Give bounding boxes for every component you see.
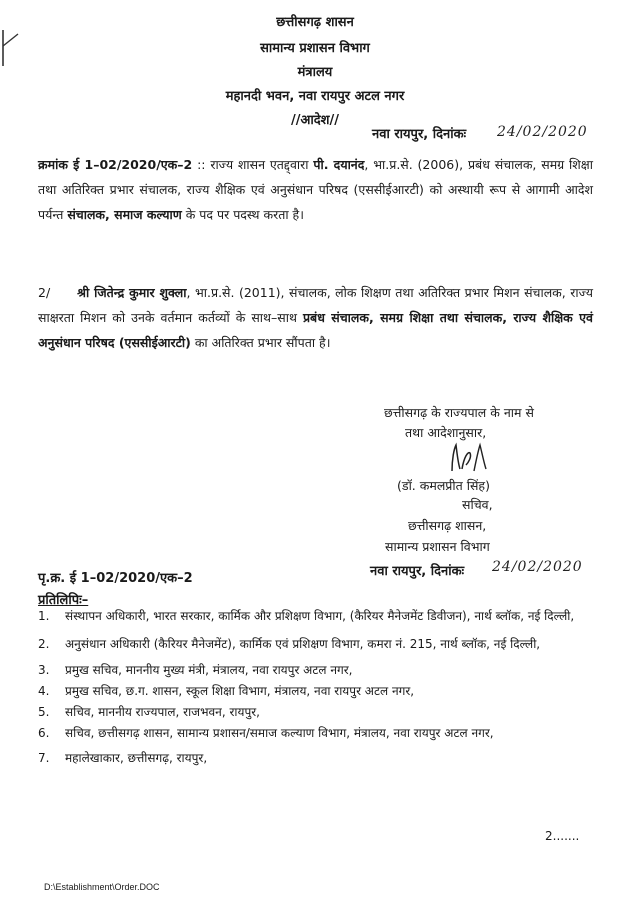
issue-place-label: नवा रायपुर, दिनांकः <box>372 127 467 142</box>
new-post-1: संचालक, समाज कल्याण <box>67 207 182 222</box>
order-reference: क्रमांक ई 1–02/2020/एक–2 <box>38 157 193 172</box>
officer-name-1: पी. दयानंद <box>313 157 365 172</box>
next-page-indicator: 2....... <box>545 829 580 843</box>
list-item-number: 5. <box>38 705 50 719</box>
list-item-text: प्रमुख सचिव, छ.ग. शासन, स्कूल शिक्षा विभाग, मंत्रालय, नवा रायपुर अटल नगर, <box>65 684 415 698</box>
order-paragraph-1 <box>38 152 593 227</box>
list-item-number: 2. <box>38 637 50 651</box>
endorsement-date-handwritten: 24/02/2020 <box>492 559 583 575</box>
copy-recipient-list <box>38 606 593 769</box>
p2-text-b: का अतिरिक्त प्रभार सौंपता है। <box>190 335 331 350</box>
list-item-number: 6. <box>38 726 50 740</box>
list-item-text: महालेखाकार, छत्तीसगढ़, रायपुर, <box>65 751 208 765</box>
p2-text-a: , भा.प्र.से. (2011), संचालक, लोक शिक्षण तथा अतिरिक्त प्रभार मिशन संचालक, राज्य साक्षरता मिशन को उनके वर्तमान कर्तव्यों के साथ–साथ <box>38 285 593 325</box>
list-item <box>38 660 593 681</box>
file-path: D:\Establishment\Order.DOC <box>44 882 160 892</box>
list-item <box>38 723 593 744</box>
list-item-text: प्रमुख सचिव, माननीय मुख्य मंत्री, मंत्रालय, नवा रायपुर अटल नगर, <box>65 663 353 677</box>
signatory-government: छत्तीसगढ़ शासन, <box>408 518 487 533</box>
list-item-text: संस्थापन अधिकारी, भारत सरकार, कार्मिक और प्रशिक्षण विभाग, (कैरियर मैनेजमेंट डिवीजन), नार्थ ब्लॉक, नई दिल्ली, <box>65 609 575 623</box>
p1-text-c: के पद पर पदस्थ करता है। <box>181 207 304 222</box>
p1-text-a: :: राज्य शासन एतद्द्वारा <box>192 157 314 172</box>
list-item <box>38 634 593 655</box>
list-item-text: अनुसंधान अधिकारी (कैरियर मैनेजमेंट), कार्मिक एवं प्रशिक्षण विभाग, कमरा नं. 215, नार्थ ब्लॉक, नई दिल्ली, <box>65 637 541 651</box>
issue-date-handwritten: 24/02/2020 <box>497 124 588 140</box>
additional-charge-post: प्रबंध संचालक, समग्र शिक्षा तथा संचालक, राज्य शैक्षिक एवं अनुसंधान परिषद (एससीईआरटी) <box>38 310 593 350</box>
list-item-text: सचिव, माननीय राज्यपाल, राजभवन, रायपुर, <box>65 705 260 719</box>
signatory-designation: सचिव, <box>462 497 493 512</box>
paragraph-number: 2/ <box>38 285 51 300</box>
list-item <box>38 681 593 702</box>
list-item-number: 3. <box>38 663 50 677</box>
header-government: छत्तीसगढ़ शासन <box>276 15 354 30</box>
header-ministry: मंत्रालय <box>297 65 333 80</box>
endorsement-place-label: नवा रायपुर, दिनांकः <box>370 564 465 579</box>
p1-text-b: , भा.प्र.से. (2006), प्रबंध संचालक, समग्र शिक्षा तथा अतिरिक्त प्रभार संचालक, राज्य शैक्षिक एवं अनुसंधान परिषद (एससीईआरटी) को अस्थायी रूप से आगामी आदेश पर्यन्त <box>38 157 593 222</box>
signature-scribble-icon <box>446 441 490 475</box>
copy-to-heading: प्रतिलिपिः– <box>38 593 89 608</box>
endorsement-reference: पृ.क्र. ई 1–02/2020/एक–2 <box>38 571 193 586</box>
signature-authority-line-2: तथा आदेशानुसार, <box>405 425 487 440</box>
signature-authority-line-1: छत्तीसगढ़ के राज्यपाल के नाम से <box>384 405 534 420</box>
order-title: //आदेश// <box>290 113 340 128</box>
list-item-text: सचिव, छत्तीसगढ़ शासन, सामान्य प्रशासन/समाज कल्याण विभाग, मंत्रालय, नवा रायपुर अटल नगर, <box>65 726 494 740</box>
list-item <box>38 606 593 627</box>
list-item-number: 4. <box>38 684 50 698</box>
order-paragraph-2 <box>38 280 593 355</box>
header-address: महानदी भवन, नवा रायपुर अटल नगर <box>225 89 405 104</box>
signatory-name: (डॉ. कमलप्रीत सिंह) <box>397 478 490 493</box>
list-item <box>38 748 593 769</box>
list-item-number: 7. <box>38 751 50 765</box>
signatory-department: सामान्य प्रशासन विभाग <box>385 539 490 554</box>
header-department: सामान्य प्रशासन विभाग <box>260 41 370 56</box>
list-item <box>38 702 593 723</box>
officer-name-2: श्री जितेन्द्र कुमार शुक्ला <box>77 285 187 300</box>
list-item-number: 1. <box>38 609 50 623</box>
